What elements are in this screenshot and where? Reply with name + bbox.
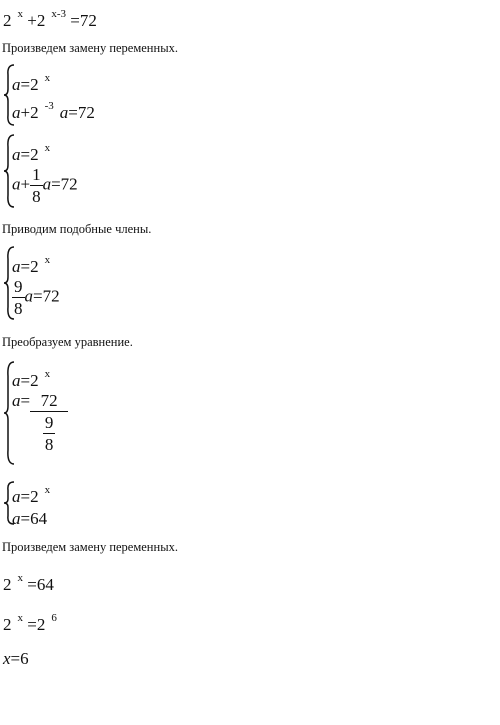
numerator: 9	[44, 413, 54, 432]
equals-value: =64	[27, 575, 54, 594]
compound-fraction	[30, 392, 68, 453]
plus-term: +2	[27, 11, 46, 30]
var-a: a	[12, 103, 21, 122]
exponent: x	[44, 142, 51, 154]
equals-value: =72	[33, 286, 60, 306]
system2-row2	[12, 166, 78, 205]
var-a: a	[12, 257, 21, 276]
system1-row1	[12, 72, 51, 94]
exponent: x-3	[51, 8, 67, 20]
var-a: a	[12, 174, 21, 194]
equals-base: =2	[27, 615, 46, 634]
equation-original	[3, 8, 97, 30]
equals-value: =72	[51, 174, 78, 194]
system3-row2	[12, 278, 60, 317]
note-back-substitution: Произведем замену переменных.	[2, 540, 178, 554]
fraction-bar	[12, 297, 25, 298]
fraction-nine-eighths	[43, 414, 56, 453]
var-a: a	[12, 509, 21, 528]
equals-base: =2	[20, 487, 39, 506]
var-a: a	[24, 286, 33, 306]
equals-value: =64	[20, 509, 48, 528]
equals-base: =2	[20, 75, 39, 94]
equation-exp-equal	[3, 612, 57, 634]
denominator-fraction	[30, 414, 68, 453]
system3-row1	[12, 254, 51, 276]
note-transform: Преобразуем уравнение.	[2, 335, 133, 349]
equals-value: =6	[10, 649, 29, 668]
fraction-bar	[43, 433, 56, 434]
equation-exp-64	[3, 572, 54, 594]
exponent: -3	[44, 100, 54, 112]
plus-term: +2	[20, 103, 39, 122]
system4-row1	[12, 368, 51, 390]
exponent: x	[44, 254, 51, 266]
fraction-bar	[30, 185, 43, 186]
denominator: 8	[32, 187, 41, 206]
fraction-nine-eighths	[12, 278, 25, 317]
var-a: a	[12, 371, 21, 390]
system5-row2	[12, 510, 47, 527]
fraction-one-eighth	[30, 166, 43, 205]
exponent: 6	[51, 612, 57, 624]
plus-sign: +	[20, 174, 31, 194]
equals-base: =2	[20, 257, 39, 276]
note-substitution: Произведем замену переменных.	[2, 41, 178, 55]
var-a: a	[42, 174, 52, 194]
var-a: a	[12, 75, 21, 94]
numerator: 1	[32, 165, 41, 184]
var-a: a	[12, 391, 21, 410]
fraction-bar	[30, 411, 68, 412]
equals-base: =2	[20, 371, 39, 390]
note-like-terms: Приводим подобные члены.	[2, 222, 152, 236]
equals-sign: =	[20, 391, 31, 410]
denominator: 8	[14, 299, 23, 318]
var-a: a	[12, 145, 21, 164]
equals-value: =72	[68, 103, 95, 122]
system2-row1	[12, 142, 51, 164]
base: 2	[3, 615, 12, 634]
exponent: x	[17, 8, 23, 20]
system5-row1	[12, 484, 51, 506]
equation-answer	[3, 650, 29, 667]
base: 2	[3, 575, 12, 594]
base: 2	[3, 11, 12, 30]
numerator: 9	[14, 277, 23, 296]
exponent: x	[44, 484, 51, 496]
var-a: a	[12, 487, 21, 506]
exponent: x	[17, 572, 23, 584]
var-a: a	[59, 103, 69, 122]
exponent: x	[44, 72, 51, 84]
exponent: x	[17, 612, 23, 624]
equals-base: =2	[20, 145, 39, 164]
exponent: x	[44, 368, 51, 380]
numerator: 72	[40, 391, 58, 410]
denominator: 8	[44, 435, 54, 454]
system1-row2	[12, 100, 95, 122]
var-x: x	[3, 649, 11, 668]
system4-row2	[12, 392, 68, 453]
equals-value: =72	[70, 11, 97, 30]
